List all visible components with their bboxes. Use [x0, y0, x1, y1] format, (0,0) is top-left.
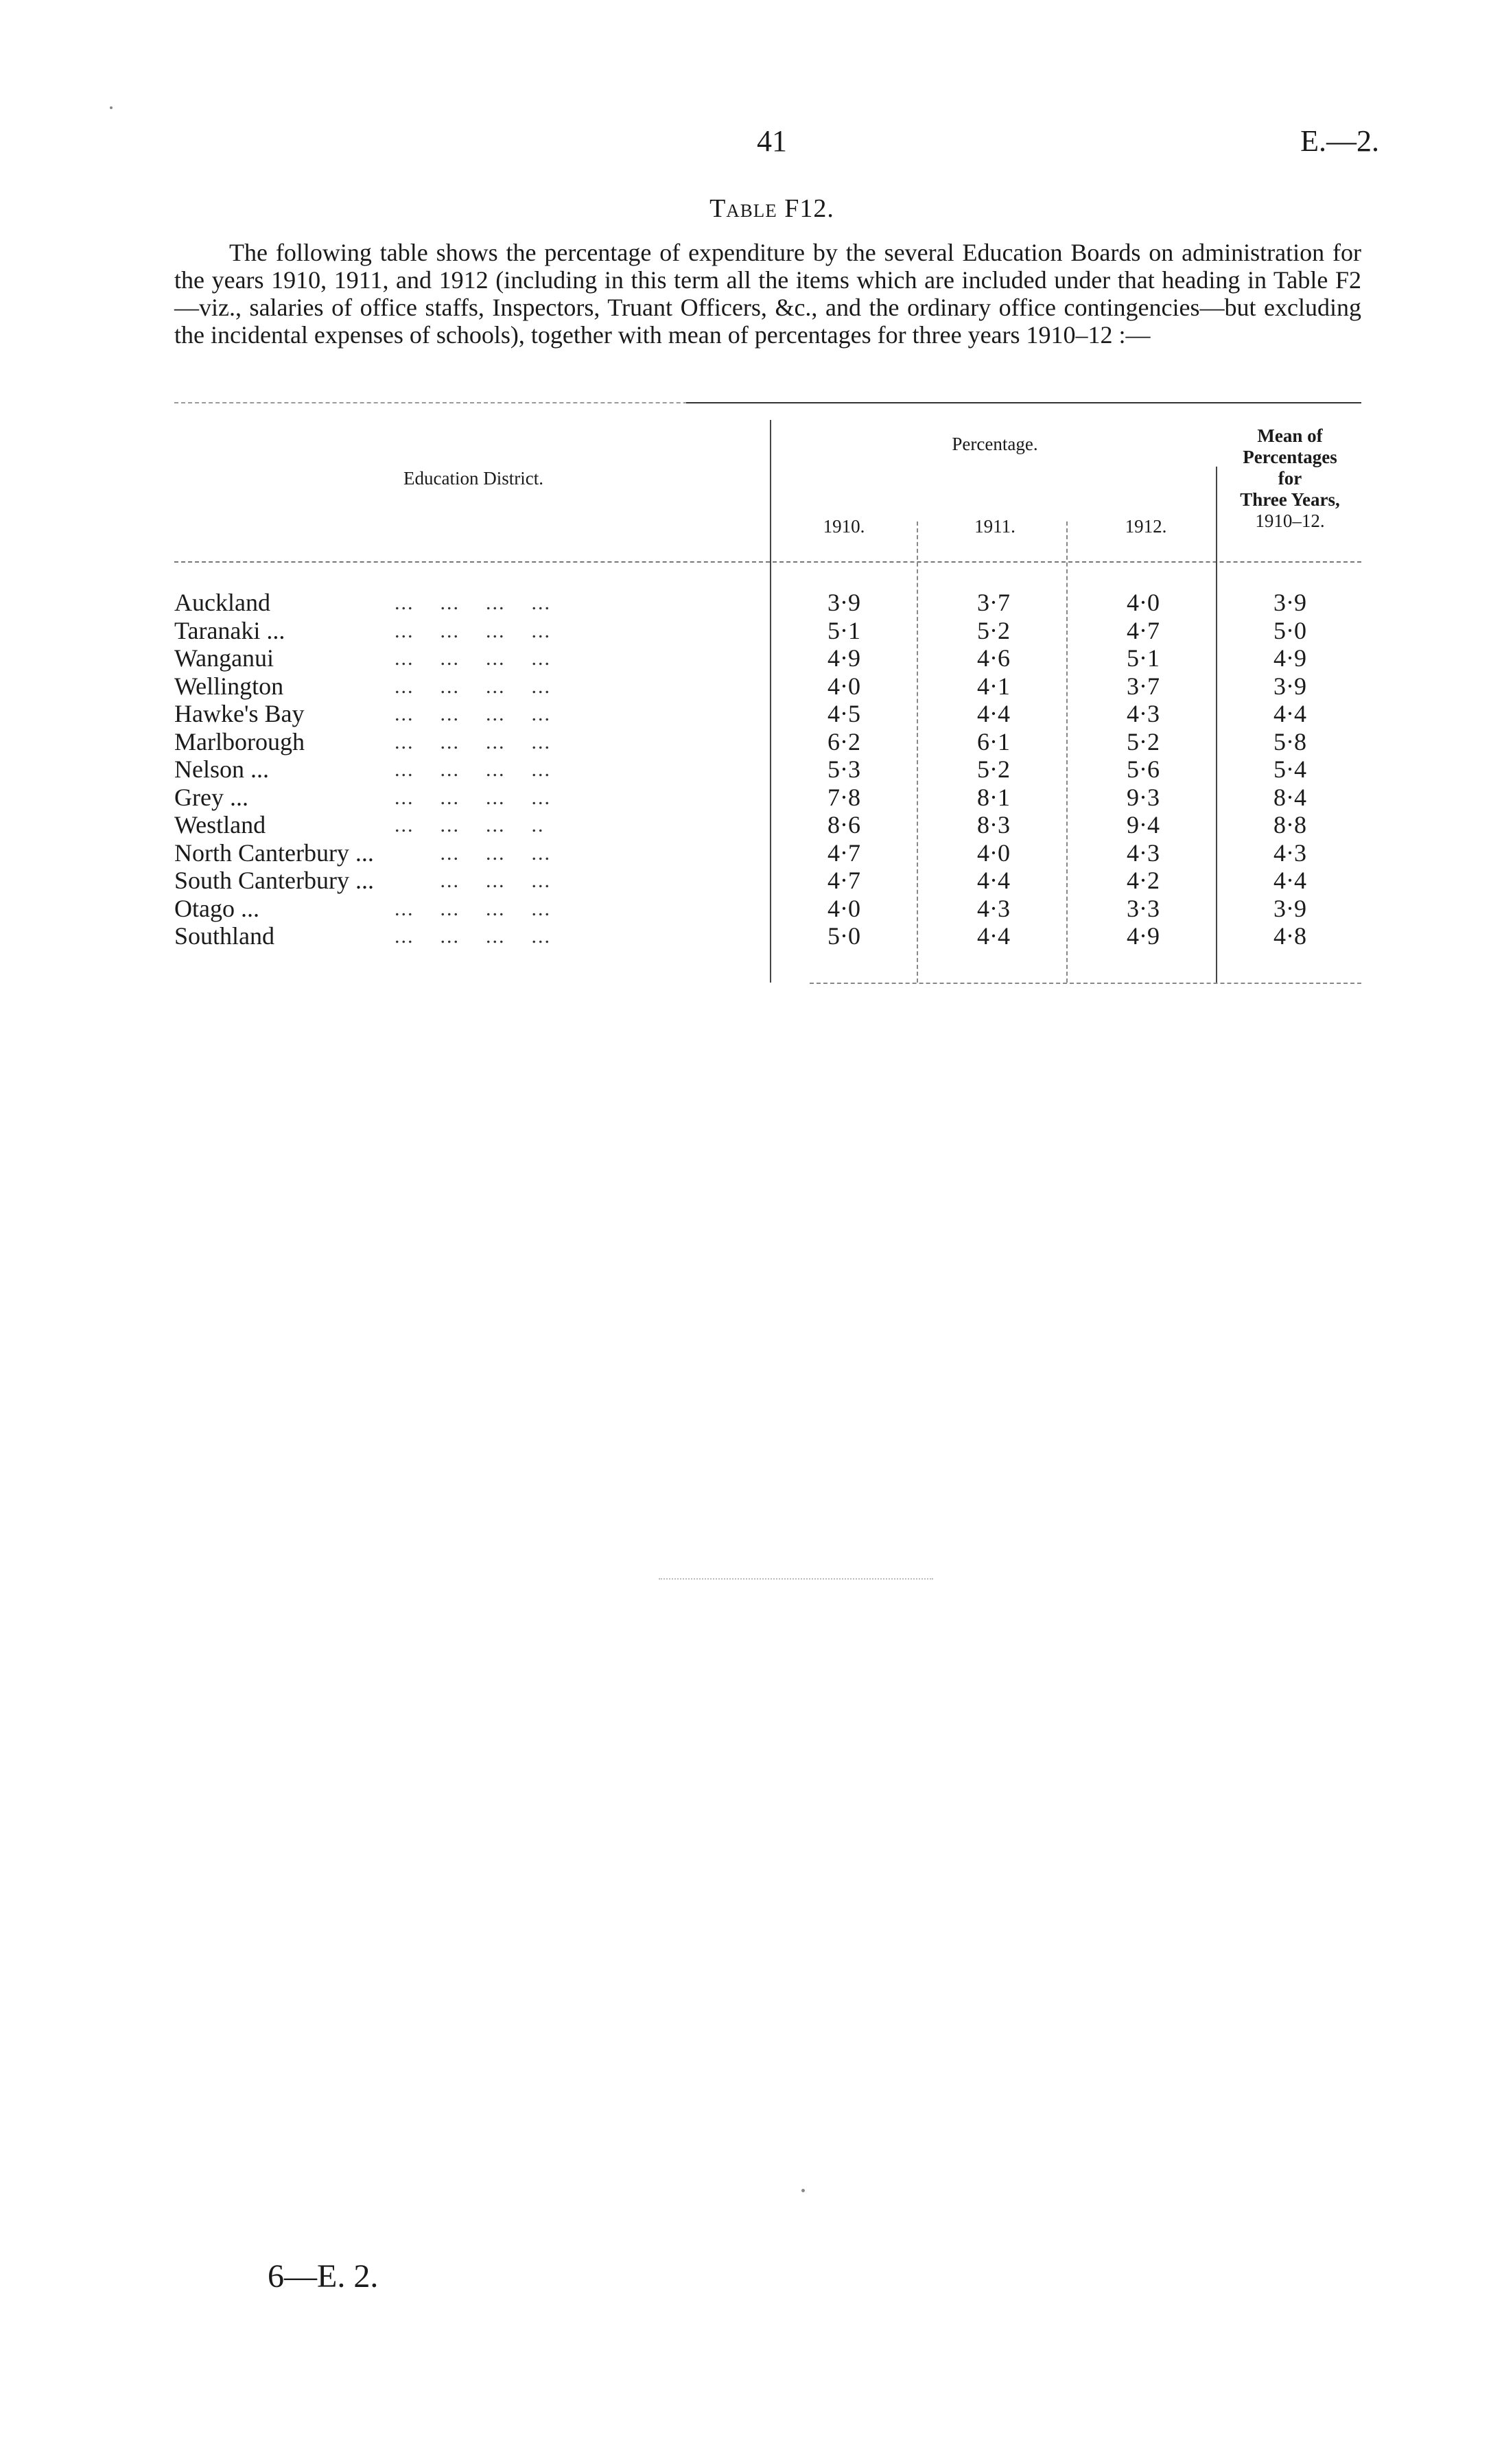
district-name: Taranaki ...: [174, 617, 285, 644]
cell-1910: 5·3: [827, 755, 860, 783]
cell-1912: 4·9: [1127, 922, 1160, 950]
district-name: Hawke's Bay: [174, 700, 305, 727]
cell-1912: 4·0: [1127, 589, 1160, 616]
cell-1912: 9·3: [1127, 784, 1160, 811]
cell-mean: 3·9: [1273, 589, 1306, 616]
cell-1910: 4·5: [827, 700, 860, 727]
cell-mean: 4·3: [1273, 839, 1306, 867]
cell-mean: 5·0: [1273, 617, 1306, 644]
cell-mean: 4·4: [1273, 700, 1306, 727]
cell-mean: 4·9: [1273, 644, 1306, 672]
leader-dots: ... ... ... ...: [395, 620, 551, 642]
cell-1911: 4·4: [977, 922, 1010, 950]
cell-1912: 3·7: [1127, 672, 1160, 700]
cell-1912: 3·3: [1127, 895, 1160, 922]
cell-mean: 5·4: [1273, 755, 1306, 783]
col-1910-divider: [917, 521, 918, 983]
cell-1911: 4·0: [977, 839, 1010, 867]
cell-mean: 3·9: [1273, 895, 1306, 922]
district-name: Wellington: [174, 672, 284, 700]
cell-1910: 4·9: [827, 644, 860, 672]
leader-dots: ... ... ... ...: [395, 647, 551, 670]
leader-dots: ... ... ... ..: [395, 814, 545, 836]
cell-1912: 5·2: [1127, 728, 1160, 755]
cell-1910: 5·1: [827, 617, 860, 644]
header-rule: [174, 561, 1361, 563]
page-number: 41: [757, 124, 787, 158]
leader-dots: ... ... ... ...: [395, 758, 551, 781]
cell-1911: 6·1: [977, 728, 1010, 755]
col-1911-divider: [1066, 521, 1068, 983]
header-mean-line: for: [1278, 468, 1302, 489]
cell-1910: 6·2: [827, 728, 860, 755]
district-name: North Canterbury ...: [174, 839, 374, 867]
table-bottom-rule: [810, 983, 1361, 984]
cell-1912: 5·6: [1127, 755, 1160, 783]
cell-1911: 8·3: [977, 811, 1010, 838]
cell-1911: 4·4: [977, 867, 1010, 894]
leader-dots: ... ... ... ...: [395, 925, 551, 948]
cell-mean: 4·8: [1273, 922, 1306, 950]
cell-mean: 8·8: [1273, 811, 1306, 838]
header-year-1910: 1910.: [823, 516, 865, 537]
cell-mean: 5·8: [1273, 728, 1306, 755]
cell-1910: 4·0: [827, 672, 860, 700]
cell-1910: 7·8: [827, 784, 860, 811]
header-mean-line: Percentages: [1243, 447, 1337, 467]
header-mean-of-percentages: [1214, 425, 1365, 532]
district-name: Westland: [174, 811, 266, 838]
cell-mean: 3·9: [1273, 672, 1306, 700]
table-top-rule-solid: [686, 402, 1361, 403]
district-name: Southland: [174, 922, 275, 950]
cell-1911: 4·1: [977, 672, 1010, 700]
cell-1912: 4·7: [1127, 617, 1160, 644]
signature-code: 6—E. 2.: [268, 2258, 379, 2295]
cell-1912: 5·1: [1127, 644, 1160, 672]
leader-dots: ... ... ... ...: [395, 731, 551, 753]
table-title: Table F12.: [709, 194, 834, 223]
leader-dots: ... ... ...: [395, 869, 551, 892]
cell-1910: 4·7: [827, 867, 860, 894]
cell-1911: 5·2: [977, 617, 1010, 644]
cell-1912: 9·4: [1127, 811, 1160, 838]
cell-1910: 3·9: [827, 589, 860, 616]
leader-dots: ... ... ... ...: [395, 591, 551, 614]
cell-1911: 3·7: [977, 589, 1010, 616]
leader-dots: ... ... ...: [395, 842, 551, 865]
header-mean-line: Mean of: [1257, 425, 1323, 446]
intro-paragraph: The following table shows the percentage of expenditure by the several Education Boards on administration for the years 1910, 1911, and 1912 (including in this term all the items which are included under that heading in Table F2—viz., salaries of office staffs, Inspectors, Truant Officers, &c., and the ordinary office contingencies—but excluding the incidental expenses of schools), together with mean of percentages for three years 1910–12 :—: [174, 239, 1361, 349]
report-code: E.—2.: [1300, 124, 1379, 158]
district-name: Auckland: [174, 589, 270, 616]
district-name: Nelson ...: [174, 755, 269, 783]
cell-1910: 4·0: [827, 895, 860, 922]
cell-mean: 8·4: [1273, 784, 1306, 811]
cell-1910: 5·0: [827, 922, 860, 950]
scan-speck: [110, 106, 113, 109]
cell-1911: 4·6: [977, 644, 1010, 672]
header-percentage: Percentage.: [952, 434, 1038, 454]
cell-mean: 4·4: [1273, 867, 1306, 894]
header-year-1912: 1912.: [1125, 516, 1167, 537]
leader-dots: ... ... ... ...: [395, 897, 551, 920]
header-mean-line: 1910–12.: [1255, 511, 1325, 531]
header-year-1911: 1911.: [974, 516, 1015, 537]
leader-dots: ... ... ... ...: [395, 675, 551, 698]
cell-1912: 4·3: [1127, 700, 1160, 727]
cell-1911: 4·3: [977, 895, 1010, 922]
cell-1911: 4·4: [977, 700, 1010, 727]
header-education-district: Education District.: [403, 468, 543, 489]
percentage-column-divider: [1216, 467, 1217, 983]
leader-dots: ... ... ... ...: [395, 786, 551, 809]
district-name: Marlborough: [174, 728, 305, 755]
district-name: Wanganui: [174, 644, 274, 672]
scan-mark: [659, 1578, 933, 1580]
cell-1912: 4·3: [1127, 839, 1160, 867]
cell-1910: 4·7: [827, 839, 860, 867]
district-column-divider: [770, 420, 771, 983]
district-name: Grey ...: [174, 784, 248, 811]
header-mean-line: Three Years,: [1240, 489, 1340, 510]
district-name: Otago ...: [174, 895, 259, 922]
cell-1911: 8·1: [977, 784, 1010, 811]
scan-speck: [801, 2189, 805, 2192]
leader-dots: ... ... ... ...: [395, 703, 551, 725]
cell-1911: 5·2: [977, 755, 1010, 783]
cell-1910: 8·6: [827, 811, 860, 838]
cell-1912: 4·2: [1127, 867, 1160, 894]
district-name: South Canterbury ...: [174, 867, 374, 894]
